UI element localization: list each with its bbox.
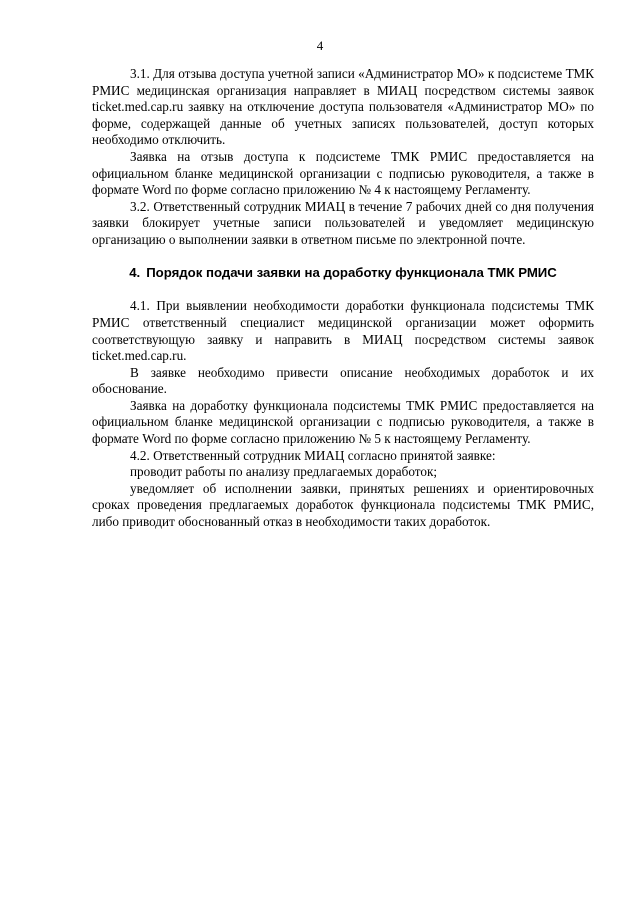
paragraph-3-1-form: Заявка на отзыв доступа к подсистеме ТМК РМИС предоставляется на официальном бланке медицинской организации с подписью руководителя, а также в формате Word по форме согласно приложению № 4 к настоящему Регламенту. xyxy=(92,148,594,198)
paragraph-4-1-description: В заявке необходимо привести описание необходимых доработок и их обоснование. xyxy=(92,364,594,397)
paragraph-4-2: 4.2. Ответственный сотрудник МИАЦ согласно принятой заявке: xyxy=(130,447,496,463)
section-heading-text: Порядок подачи заявки на доработку функционала ТМК РМИС xyxy=(146,265,557,281)
paragraph-4-1: 4.1. При выявлении необходимости доработки функционала подсистемы ТМК РМИС ответственный специалист медицинской организации может оформить соответствующую заявку и направить в МИАЦ посредством системы заявок ticket.med.cap.ru. xyxy=(92,298,594,364)
page-number: 4 xyxy=(316,38,324,53)
paragraph-4-1-form: Заявка на доработку функционала подсистемы ТМК РМИС предоставляется на официальном бланке медицинской организации с подписью руководителя, а также в формате Word по форме согласно приложению № 5 к настоящему Регламенту. xyxy=(92,397,594,447)
paragraph-3-2: 3.2. Ответственный сотрудник МИАЦ в течение 7 рабочих дней со дня получения заявки блокирует учетные записи пользователей и уведомляет медицинскую организацию о выполнении заявки в ответном письме по электронной почте. xyxy=(92,198,594,247)
paragraph-4-2-analysis: проводит работы по анализу предлагаемых доработок; xyxy=(130,464,438,480)
document-body xyxy=(92,66,594,531)
section-heading-number: 4. xyxy=(129,265,141,281)
section-heading-4 xyxy=(92,265,594,282)
paragraph-3-1: 3.1. Для отзыва доступа учетной записи «Администратор МО» к подсистеме ТМК РМИС медицинская организация направляет в МИАЦ посредством системы заявок ticket.med.cap.ru заявку на отключение доступа пользователя «Администратор МО» по форме, содержащей данные об учетных записях пользователей, доступ которых необходимо отключить. xyxy=(92,66,594,148)
paragraph-4-2-notify: уведомляет об исполнении заявки, принятых решениях и ориентировочных сроках проведения предлагаемых доработок функционала подсистемы ТМК РМИС, либо приводит обоснованный отказ в необходимости таких доработок. xyxy=(92,480,594,530)
